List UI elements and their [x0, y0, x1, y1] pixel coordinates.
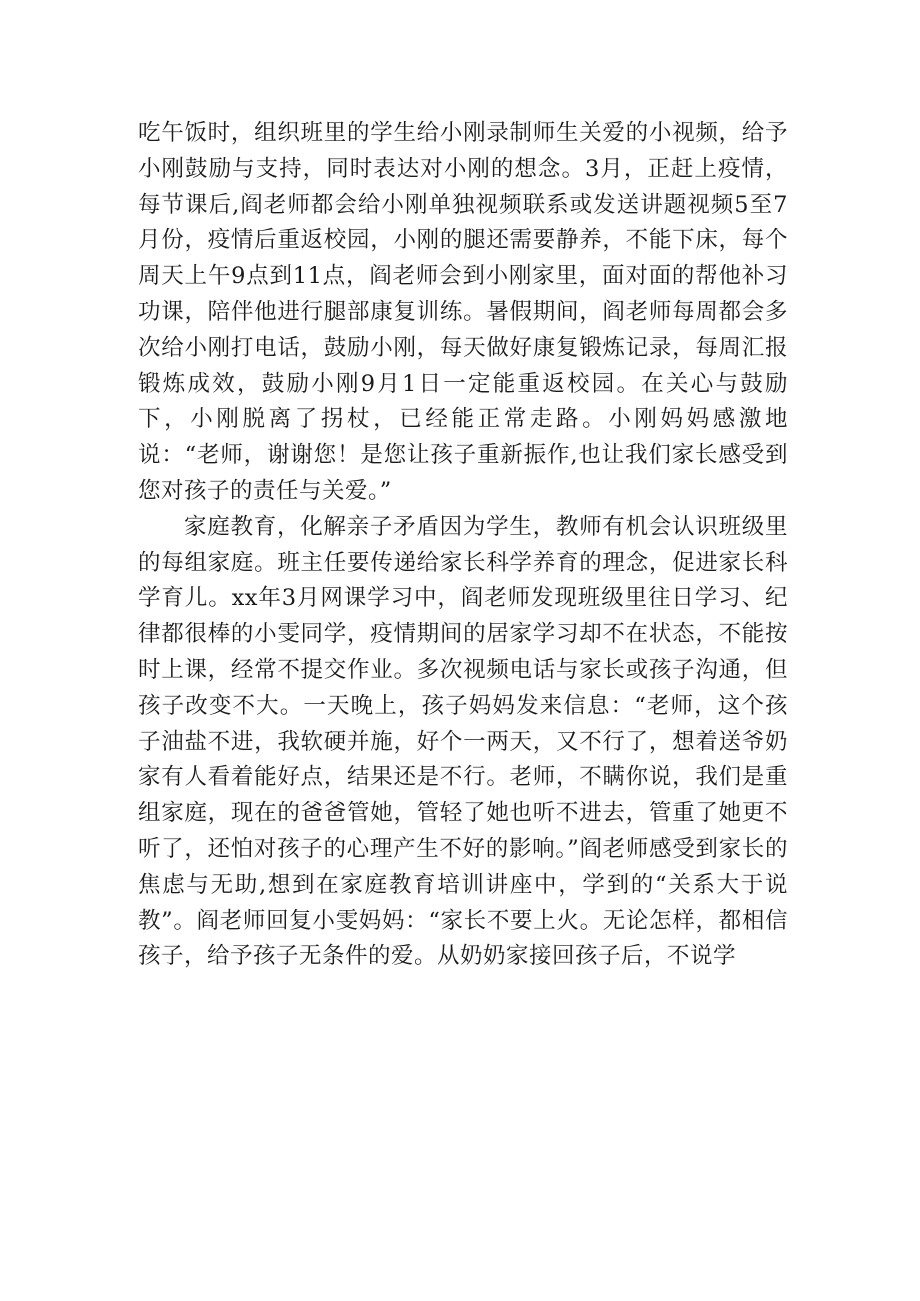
paragraph-family-education: 家庭教育，化解亲子矛盾因为学生，教师有机会认识班级里的每组家庭。班主任要传递给家长科学养育的理念，促进家长科学育儿。xx年3月网课学习中，阎老师发现班级里往日学习、纪律都很棒的小雯同学，疫情期间的居家学习却不在状态，不能按时上课，经常不提交作业。多次视频电话与家长或孩子沟通，但孩子改变不大。一天晚上，孩子妈妈发来信息：“老师，这个孩子油盐不进，我软硬并施，好个一两天，又不行了，想着送爷奶家有人看着能好点，结果还是不行。老师，不瞒你说，我们是重组家庭，现在的爸爸管她，管轻了她也听不进去，管重了她更不听了，还怕对孩子的心理产生不好的影响。”阎老师感受到家长的焦虑与无助,想到在家庭教育培训讲座中，学到的“关系大于说教”。阎老师回复小雯妈妈：“家长不要上火。无论怎样，都相信孩子，给予孩子无条件的爱。从奶奶家接回孩子后，不说学 — [138, 513, 788, 970]
document-body — [138, 116, 788, 975]
paragraph-student-care: 吃午饭时，组织班里的学生给小刚录制师生关爱的小视频，给予小刚鼓励与支持，同时表达对小刚的想念。3月，正赶上疫情，每节课后,阎老师都会给小刚单独视频联系或发送讲题视频5至7月份，疫情后重返校园，小刚的腿还需要静养，不能下床，每个周天上午9点到11点，阎老师会到小刚家里，面对面的帮他补习功课，陪伴他进行腿部康复训练。暑假期间，阎老师每周都会多次给小刚打电话，鼓励小刚，每天做好康复锻炼记录，每周汇报锻炼成效，鼓励小刚9月1日一定能重返校园。在关心与鼓励下，小刚脱离了拐杖，已经能正常走路。小刚妈妈感激地说：“老师，谢谢您！是您让孩子重新振作,也让我们家长感受到您对孩子的责任与关爱。” — [138, 120, 788, 504]
